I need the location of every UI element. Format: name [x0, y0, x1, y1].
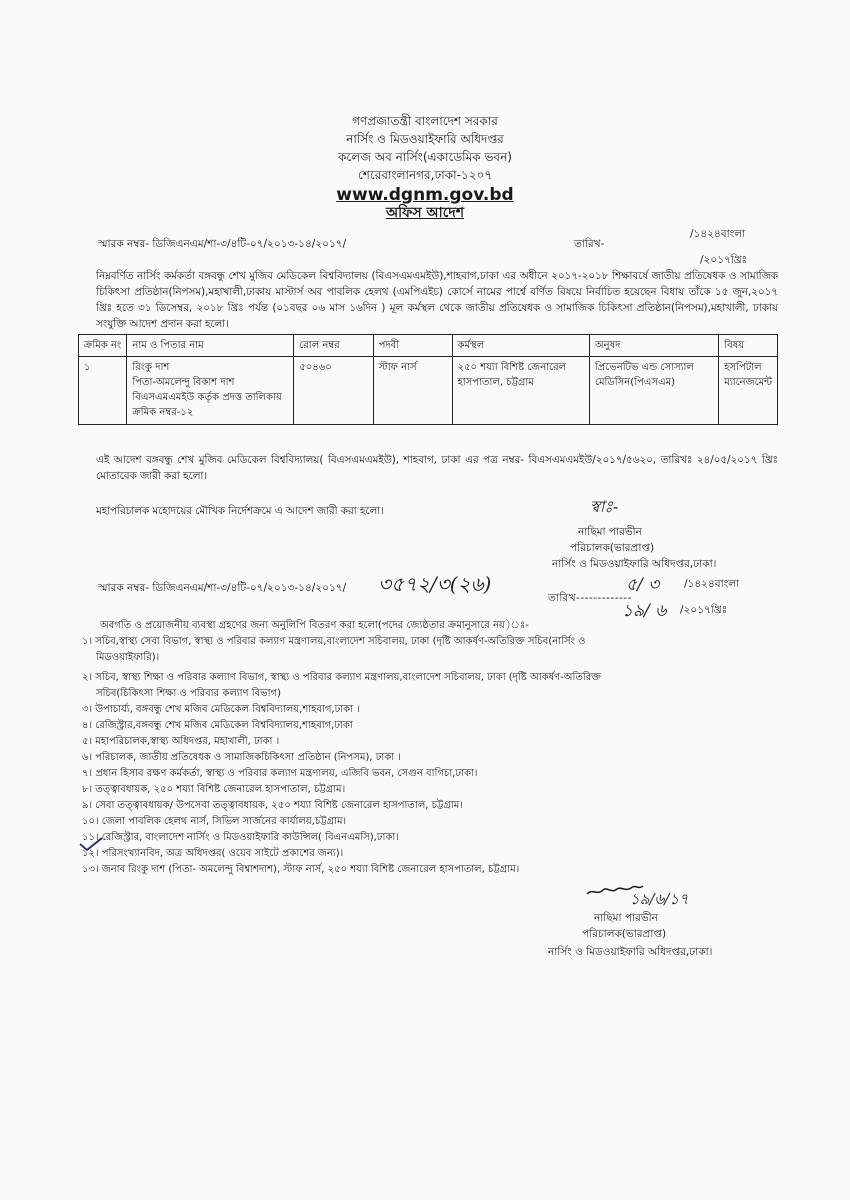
date-bangla: /১৪২৪বাংলা — [690, 228, 746, 240]
cell-subject: হসপিটাল ম্যানেজমেন্ট — [719, 357, 778, 425]
signer2-office: নার্সিং ও মিডওয়াইফারি অধিদপ্তর,ঢাকা। — [548, 946, 713, 958]
list-item: ১১। রেজিস্ট্রার, বাংলাদেশ নার্সিং ও মিডওয়াইফারি কাউন্সিল( বিএনএমসি),ঢাকা। — [82, 832, 399, 843]
nominee-name: রিংকু দাশ — [132, 362, 170, 373]
office-building: কলেজ অব নার্সিং(একাডেমিক ভবন) — [338, 150, 512, 164]
list-item: ৬। পরিচালক, জাতীয় প্রতিষেধক ও সামাজিকচিকিৎসা প্রতিষ্ঠান (নিপসম), ঢাকা । — [82, 752, 401, 763]
col-subject: বিষয় — [719, 335, 778, 357]
col-workplace: কর্মস্থল — [452, 335, 589, 357]
cell-faculty: প্রিভেনটিভ এন্ড সোস্যাল মেডিসিন(পিএসএম) — [589, 357, 718, 425]
col-faculty: অনুষদ — [589, 335, 718, 357]
signer2-name: নাছিমা পারভীন — [594, 912, 658, 924]
table-row — [79, 357, 778, 425]
list-item: ৭। প্রধান হিসাব রক্ষণ কর্মকর্তা, স্বাস্থ্য ও পরিবার কল্যাণ মন্ত্রণালয়, এজিবি ভবন, সেগুন বাগিচা,ঢাকা। — [82, 768, 478, 779]
signer-office: নার্সিং ও মিডওয়াইফারি অধিদপ্তর,ঢাকা। — [552, 558, 717, 570]
list-item: ৪। রেজিস্ট্রার,বঙ্গবন্ধু শেখ মজিব মেডিকেল বিশ্ববিদ্যালয়,শাহবাগ,ঢাকা — [82, 720, 353, 731]
distribution-list — [82, 634, 782, 878]
list-item: ৩। উপাচার্য্য, বঙ্গবন্ধু শেখ মজিব মেডিকেল বিশ্ববিদ্যালয়,শাহবাগ,ঢাকা । — [82, 704, 360, 715]
col-serial: ক্রমিক নং — [79, 335, 127, 357]
col-roll: রোল নম্বর — [294, 335, 373, 357]
signer-name: নাছিমা পারভীন — [578, 526, 642, 538]
list-item: ১। সচিব,স্বাস্থ্য সেবা বিভাগ, স্বাস্থ্য ও পরিবার কল্যাণ মন্ত্রণালয়,বাংলাদেশ সচিবালয়, ঢাকা (দৃষ্টি আকর্ষণ-অতিরিক্ত সচিব(নার্সিং ও — [82, 636, 586, 647]
col-designation: পদবী — [373, 335, 452, 357]
signature-mark: স্বাঃ- — [590, 497, 619, 516]
list-item: ৯। সেবা তত্ত্বাবধায়ক/ উপসেবা তত্ত্বাবধায়ক, ২৫০ শয্যা বিশিষ্ট জেনারেল হাসপাতাল, চট্টগ্রাম। — [82, 800, 463, 811]
signer-designation: পরিচালক(ভারপ্রাপ্ত) — [570, 542, 655, 554]
handwritten-memo-number: ৩৫৭২/৩(২৬) — [378, 572, 492, 596]
distribution-intro: অবগতি ও প্রয়োজনীয় ব্যবস্থা গ্রহণের জন্য অনুলিপি বিতরণ করা হলো(পদের জ্যেষ্ঠতার ক্রমানুসারে নয়)ঃ- — [100, 620, 529, 631]
body-paragraph: নিম্নবর্ণিত নার্সিং কর্মকর্তা বঙ্গবন্ধু শেখ মুজিব মেডিকেল বিশ্ববিদ্যালয় (বিএসএমএমইউ),শাহবাগ,ঢাকা এর অধীনে ২০১৭-২০১৮ শিক্ষাবর্ষে জাতীয় প্রতিষেধক ও সামাজিক চিকিৎসা প্রতিষ্ঠান(নিপসম),মহাখালী,ঢাকায় মাস্টার্স অব পাবলিক হেলথ (এমপিএইচ) কোর্সে নামের পার্শ্বে বর্ণিত বিষয়ে নির্বাচিত হয়েছেন বিধায় তাঁকে ১৫ জুন,২০১৭ খ্রিঃ হতে ৩১ ডিসেম্বর, ২০১৮ খ্রিঃ পর্যন্ত (০১বছর ০৬ মাস ১৬দিন ) মূল কর্মস্থল থেকে জাতীয় প্রতিষেধক ও সামাজিক চিকিৎসা প্রতিষ্ঠান(নিপসম),মহাখালী, ঢাকায় সংযুক্তি আদেশ প্রদান করা হলো। — [96, 270, 778, 330]
letterhead — [0, 112, 850, 222]
table-header-row — [79, 335, 778, 357]
signature-date: ১৯/৬/১৭ — [630, 890, 689, 908]
memo2-number: স্মারক নম্বর- ডিজিএনএম/শা-৩/৪টি-০৭/২০১৩-১৪/২০১৭/ — [98, 582, 347, 594]
nominee-father: পিতা-অমলেন্দু বিকাশ দাশ — [132, 377, 235, 388]
website-link[interactable]: www.dgnm.gov.bd — [336, 185, 514, 205]
government-name: গণপ্রজাতন্ত্রী বাংলাদেশ সরকার — [352, 114, 498, 128]
list-item: ১৩। জনাব রিংকু দাশ (পিতা- অমলেন্দু বিশ্বাশদাশ), স্টাফ নার্স, ২৫০ শয্যা বিশিষ্ট জেনারেল হাসপাতাল, চট্টগ্রাম। — [82, 864, 520, 875]
nominee-note: বিএসএমএমইউ কর্তৃক প্রদত্ত তালিকায় ক্রমিক নম্বর-১২ — [132, 392, 282, 418]
list-item: সচিব(চিকিৎসা শিক্ষা ও পরিবার কল্যাণ বিভাগ) — [96, 688, 281, 699]
nominee-table — [78, 334, 778, 425]
list-item: ১২। পরিসংখ্যানবিদ, অত্র অধিদপ্তর( ওয়েব সাইটে প্রকাশের জন্য)। — [82, 848, 344, 859]
memo2-date-bangla: /১৪২৪বাংলা — [684, 578, 740, 590]
cell-name — [127, 357, 294, 425]
date-english: /২০১৭খ্রিঃ — [700, 254, 748, 266]
memo2-date-english: /২০১৭খ্রিঃ — [680, 604, 728, 616]
list-item: ১০। জেলা পাবলিক হেলথ নার্স, সিভিল সার্জনের কার্যালয়,চট্টগ্রাম। — [82, 816, 347, 827]
list-item: ২। সচিব, স্বাস্থ্য শিক্ষা ও পরিবার কল্যাণ বিভাগ, স্বাস্থ্য ও পরিবার কল্যাণ মন্ত্রণালয়,বাংলাদেশ সচিবালয়, ঢাকা (দৃষ্টি আকর্ষণ-অতিরিক্ত — [82, 672, 601, 683]
office-address: শেরেবাংলানগর,ঢাকা-১২০৭ — [357, 168, 493, 182]
list-item: ৮। তত্ত্বাবধায়ক, ২৫০ শয্যা বিশিষ্ট জেনারেল হাসপাতাল, চট্টগ্রাম। — [82, 784, 346, 795]
cell-roll: ৫০৪৬০ — [294, 357, 373, 425]
dg-order-line: মহাপরিচালক মহোদয়ের মৌখিক নির্দেশক্রমে এ আদেশ জারী করা হলো। — [96, 505, 384, 517]
list-item: মিডওয়াইফারি)। — [96, 652, 160, 663]
signer2-designation: পরিচালক(ভারপ্রাপ্ত) — [582, 928, 667, 940]
cell-designation: স্টাফ নার্স — [373, 357, 452, 425]
date-label: তারিখ- — [574, 238, 605, 250]
col-name: নাম ও পিতার নাম — [127, 335, 294, 357]
handwritten-date-english: ১৯/ ৬ — [622, 601, 667, 621]
reference-paragraph: এই আদেশ বঙ্গবন্ধু শেখ মুজিব মেডিকেল বিশ্ববিদ্যালয়( বিএসএমএমইউ), শাহবাগ, ঢাকা এর পত্র নম্বর- বিএসএমএমইউ/২০১৭/৫৬২০, তারিখঃ ২৪/০৫/২০১৭ খ্রিঃ মোতাবেক জারী করা হলো। — [96, 454, 778, 482]
list-item: ৫। মহাপরিচালক,স্বাস্থ্য অধিদপ্তর, মহাখালী, ঢাকা । — [82, 736, 280, 747]
handwritten-date-bangla: ৫/ ৩ — [626, 575, 660, 595]
document-title: অফিস আদেশ — [385, 205, 465, 221]
checkmark-icon — [78, 836, 104, 852]
directorate-name: নার্সিং ও মিডওয়াইফারি অধিদপ্তর — [346, 132, 504, 146]
cell-serial: ১ — [79, 357, 127, 425]
memo2-date-label: তারিখ------------- — [548, 592, 632, 604]
cell-workplace: ২৫০ শয্যা বিশিষ্ট জেনারেল হাসপাতাল, চট্টগ্রাম — [452, 357, 589, 425]
memo-number: স্মারক নম্বর- ডিজিএনএম/শা-৩/৪টি-০৭/২০১৩-১৪/২০১৭/ — [98, 238, 347, 250]
